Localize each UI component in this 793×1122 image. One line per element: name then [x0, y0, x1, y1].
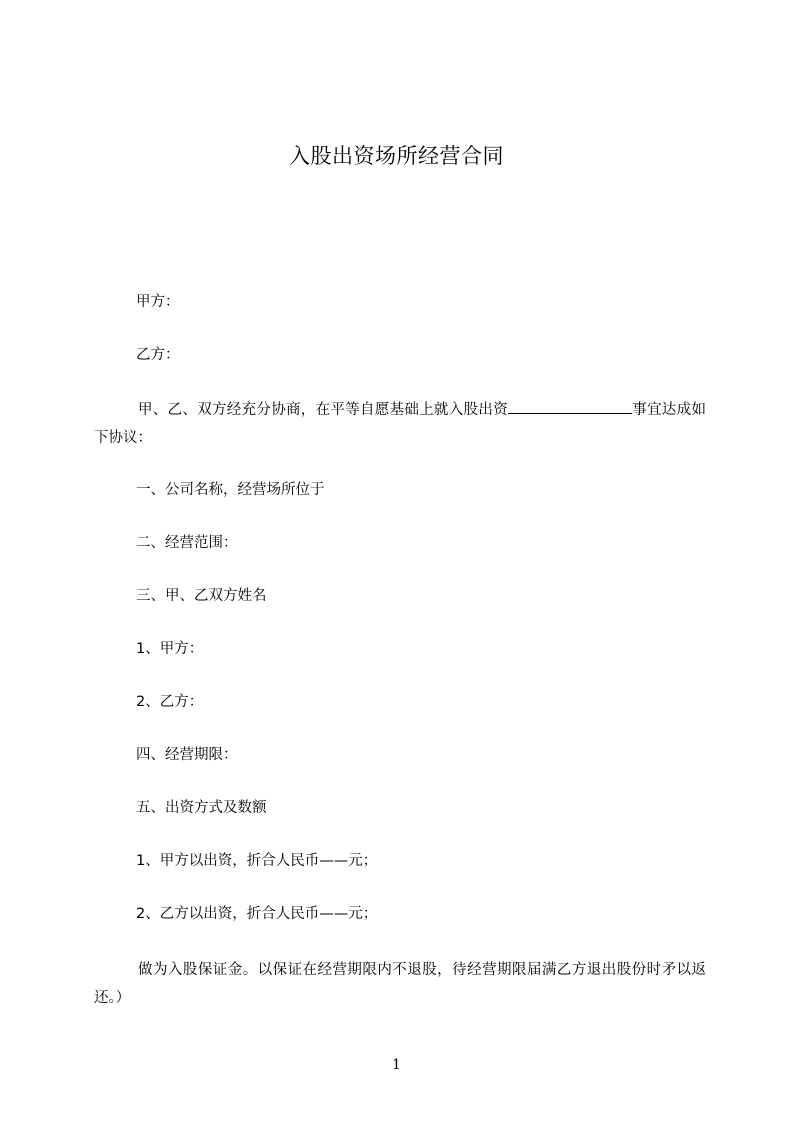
- section-5-item-1: 1、甲方以出资，折合人民币——元；: [136, 853, 378, 869]
- section-3-item-1: 1、甲方：: [136, 641, 204, 657]
- intro-text-before: 甲、乙、双方经充分协商，在平等自愿基础上就入股出资: [138, 402, 508, 418]
- blank-fill-line: [508, 399, 632, 414]
- section-4: 四、经营期限：: [136, 747, 238, 763]
- party-a-label: 甲方：: [136, 294, 180, 310]
- intro-text-after: 事宜达成如下协议：: [94, 402, 706, 446]
- page-number: 1: [392, 1057, 401, 1073]
- document-title: 入股出资场所经营合同: [289, 144, 504, 168]
- section-5-item-2: 2、乙方以出资，折合人民币——元；: [136, 906, 378, 922]
- section-3-item-2: 2、乙方：: [136, 694, 204, 710]
- section-2: 二、经营范围：: [136, 535, 238, 551]
- deposit-paragraph: 做为入股保证金。以保证在经营期限内不退股，待经营期限届满乙方退出股份时矛以返还。）: [94, 962, 706, 1006]
- section-5: 五、出资方式及数额: [136, 800, 267, 816]
- party-b-label: 乙方：: [136, 347, 180, 363]
- section-1: 一、公司名称，经营场所位于: [136, 482, 325, 498]
- intro-paragraph: [94, 396, 706, 452]
- section-3: 三、甲、乙双方姓名: [136, 588, 267, 604]
